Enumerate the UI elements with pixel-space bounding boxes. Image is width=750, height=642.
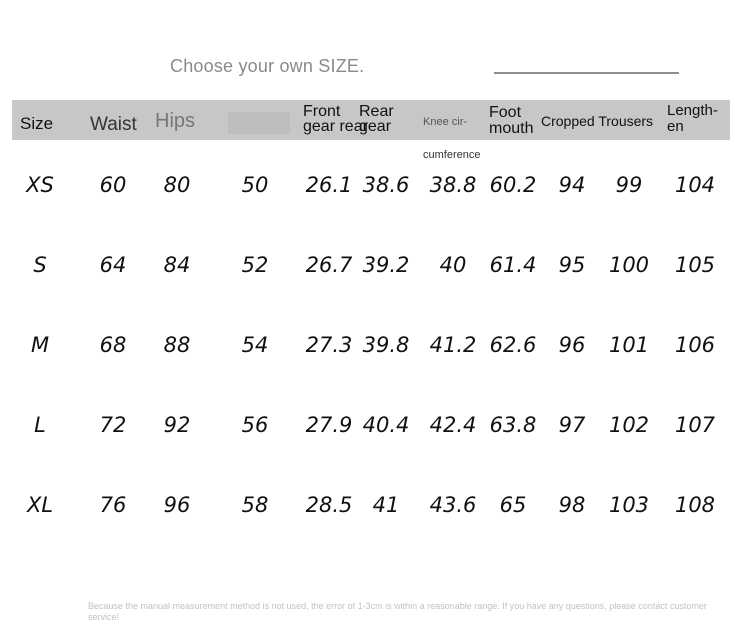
table-cell: 100 <box>608 253 650 277</box>
title-underline <box>494 72 679 74</box>
table-cell: 54 <box>241 333 269 357</box>
table-cell: 26.7 <box>305 253 353 277</box>
table-cell: 96 <box>163 493 191 517</box>
blank-header-cell <box>228 112 290 134</box>
header-rear-line1: Rear <box>359 103 394 120</box>
table-cell: 104 <box>674 173 716 197</box>
header-rear-gear <box>359 104 394 134</box>
table-cell: 65 <box>499 493 527 517</box>
table-cell: 68 <box>99 333 127 357</box>
table-cell: 50 <box>241 173 269 197</box>
header-hips: Hips <box>155 110 196 132</box>
table-cell: 60.2 <box>489 173 537 197</box>
table-cell: 105 <box>674 253 716 277</box>
table-cell: 80 <box>163 173 191 197</box>
table-cell: 63.8 <box>489 413 537 437</box>
header-front-line2: gear rear <box>303 118 368 135</box>
page-title: Choose your own SIZE. <box>170 56 365 76</box>
header-front-line1: Front <box>303 103 341 120</box>
table-cell: 41.2 <box>429 333 477 357</box>
table-cell: 39.8 <box>362 333 410 357</box>
table-cell: 64 <box>99 253 127 277</box>
table-cell: 28.5 <box>305 493 353 517</box>
table-cell: 43.6 <box>429 493 477 517</box>
header-rear-line2: gear <box>359 118 392 135</box>
header-length-line1: Length- <box>667 102 718 119</box>
table-cell: 60 <box>99 173 127 197</box>
table-cell: 72 <box>99 413 127 437</box>
table-cell: 95 <box>558 253 586 277</box>
header-knee-line1: Knee cir- <box>423 116 468 128</box>
table-cell: 107 <box>674 413 716 437</box>
table-cell: 84 <box>163 253 191 277</box>
size-label-cell: S <box>33 253 47 277</box>
table-cell: 108 <box>674 493 716 517</box>
header-foot-line1: Foot <box>489 104 522 121</box>
table-cell: 52 <box>241 253 269 277</box>
table-cell: 42.4 <box>429 413 477 437</box>
measurement-note: Because the manual measurement method is not used, the error of 1-3cm is within a reasonable range. If you have any questions, please contact customer service! <box>88 601 707 622</box>
header-length-line2: en <box>667 118 684 135</box>
table-cell: 101 <box>608 333 650 357</box>
table-cell: 96 <box>558 333 586 357</box>
table-cell: 99 <box>615 173 643 197</box>
table-cell: 27.9 <box>305 413 353 437</box>
table-cell: 76 <box>99 493 127 517</box>
table-cell: 40.4 <box>362 413 410 437</box>
table-cell: 26.1 <box>305 173 353 197</box>
header-cropped-trousers: Cropped Trousers <box>541 113 654 129</box>
table-cell: 102 <box>608 413 650 437</box>
table-cell: 41 <box>372 493 400 517</box>
size-label-cell: M <box>30 333 50 357</box>
header-knee-line2: cumference <box>423 149 481 161</box>
table-cell: 39.2 <box>362 253 410 277</box>
table-cell: 88 <box>163 333 191 357</box>
size-label-cell: XL <box>26 493 54 517</box>
table-cell: 38.6 <box>362 173 410 197</box>
table-cell: 98 <box>558 493 586 517</box>
header-foot-line2: mouth <box>489 120 534 137</box>
table-cell: 103 <box>608 493 650 517</box>
header-waist: Waist <box>90 114 137 135</box>
table-cell: 97 <box>558 413 586 437</box>
size-label-cell: XS <box>26 173 54 197</box>
header-length <box>667 103 718 135</box>
table-cell: 38.8 <box>429 173 477 197</box>
size-label-cell: L <box>34 413 46 437</box>
table-cell: 92 <box>163 413 191 437</box>
table-cell: 94 <box>558 173 586 197</box>
table-cell: 27.3 <box>305 333 353 357</box>
table-cell: 40 <box>439 253 467 277</box>
header-size: Size <box>20 114 54 133</box>
header-foot-mouth <box>489 105 533 137</box>
table-cell: 61.4 <box>489 253 537 277</box>
table-cell: 62.6 <box>489 333 537 357</box>
table-cell: 106 <box>674 333 716 357</box>
table-cell: 56 <box>241 413 269 437</box>
table-cell: 58 <box>241 493 269 517</box>
